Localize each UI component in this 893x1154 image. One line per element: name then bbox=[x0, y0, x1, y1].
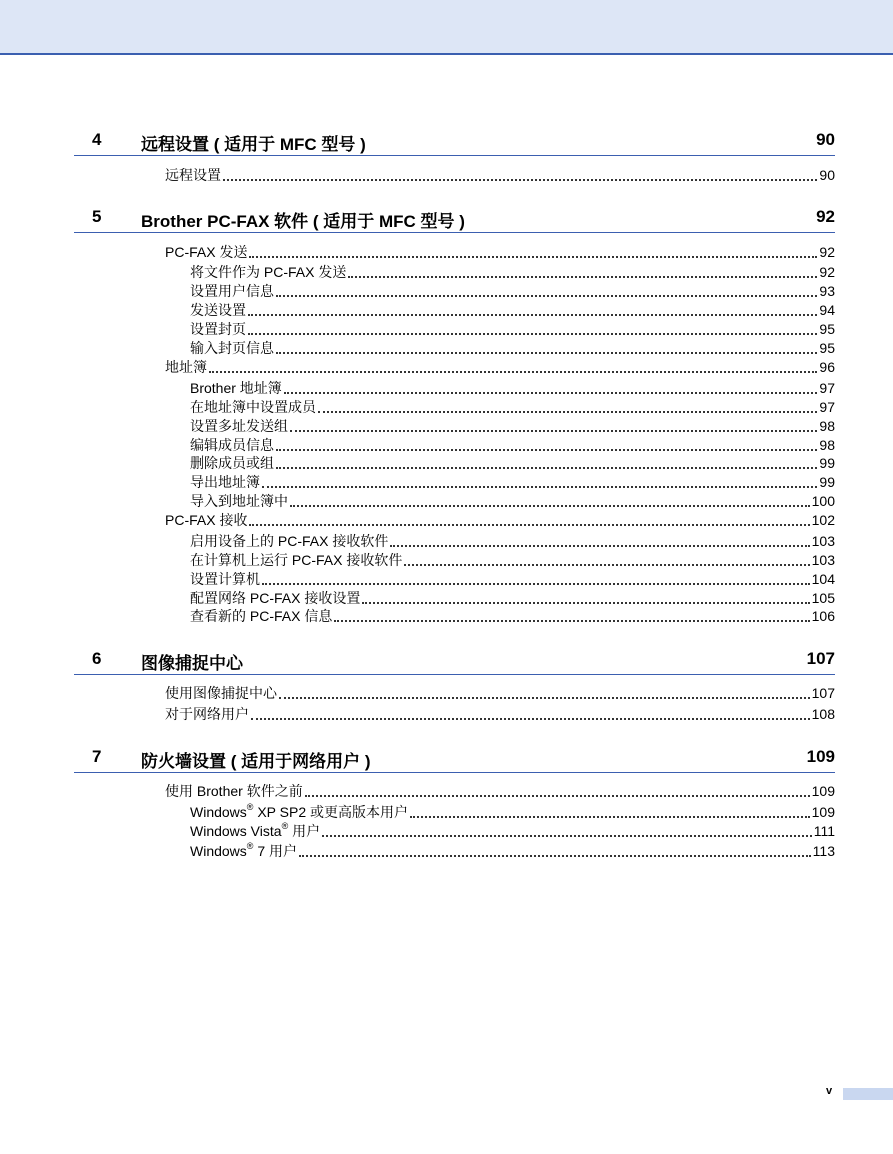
chapter-number: 4 bbox=[92, 130, 102, 149]
toc-entry-page: 93 bbox=[819, 283, 835, 299]
chapter-number: 7 bbox=[92, 747, 102, 766]
toc-entry[interactable] bbox=[190, 569, 835, 588]
corner-tab bbox=[843, 1088, 893, 1100]
toc-entry[interactable] bbox=[190, 472, 835, 491]
dot-leader bbox=[249, 524, 809, 526]
chapter-title: 防火墙设置 ( 适用于网络用户 ) bbox=[141, 752, 371, 771]
toc-entry-page: 108 bbox=[811, 706, 835, 722]
dot-leader bbox=[305, 795, 810, 797]
chapter-page: 109 bbox=[806, 747, 835, 766]
chapter-heading[interactable] bbox=[74, 648, 835, 675]
chapter-number: 6 bbox=[92, 649, 102, 668]
toc-entry-title: 配置网络 PC-FAX 接收设置 bbox=[190, 590, 361, 606]
toc-entry-title: 启用设备上的 PC-FAX 接收软件 bbox=[190, 533, 389, 549]
dot-leader bbox=[299, 855, 811, 857]
toc-entry-title: 对于网络用户 bbox=[165, 706, 249, 722]
toc-entry[interactable] bbox=[190, 378, 835, 397]
toc-entry-page: 92 bbox=[819, 264, 835, 280]
toc-entry[interactable] bbox=[190, 262, 835, 281]
toc-entry-title: 远程设置 bbox=[165, 167, 221, 183]
header-band bbox=[0, 0, 893, 55]
dot-leader bbox=[404, 564, 809, 566]
dot-leader bbox=[276, 449, 817, 451]
dot-leader bbox=[262, 486, 817, 488]
toc-entry-title: 使用图像捕捉中心 bbox=[165, 685, 277, 701]
toc-entry-page: 96 bbox=[819, 359, 835, 375]
dot-leader bbox=[318, 411, 817, 413]
toc-entry-title: 设置计算机 bbox=[190, 571, 260, 587]
toc-entry-page: 106 bbox=[811, 608, 835, 624]
dot-leader bbox=[279, 697, 810, 699]
dot-leader bbox=[322, 835, 812, 837]
dot-leader bbox=[276, 467, 817, 469]
toc-entry-title: 将文件作为 PC-FAX 发送 bbox=[190, 264, 347, 280]
toc-entry[interactable] bbox=[190, 802, 835, 821]
toc-entry[interactable] bbox=[190, 435, 835, 454]
dot-leader bbox=[248, 314, 817, 316]
toc-entry-title: 设置多址发送组 bbox=[190, 418, 288, 434]
dot-leader bbox=[276, 295, 817, 297]
toc-entry-title: 使用 Brother 软件之前 bbox=[165, 783, 303, 799]
toc-entry[interactable] bbox=[190, 281, 835, 300]
toc-entry[interactable] bbox=[165, 165, 835, 184]
page-number: v bbox=[826, 1085, 833, 1097]
toc-entry-title: Windows® XP SP2 或更高版本用户 bbox=[190, 802, 408, 820]
toc-entry-title: 导入到地址簿中 bbox=[190, 493, 288, 509]
toc-entry-title: 查看新的 PC-FAX 信息 bbox=[190, 608, 333, 624]
toc-entry-title: 在计算机上运行 PC-FAX 接收软件 bbox=[190, 552, 403, 568]
chapter-page: 92 bbox=[816, 207, 835, 226]
toc-entry-page: 104 bbox=[811, 571, 835, 587]
toc-entry-page: 107 bbox=[811, 685, 835, 701]
dot-leader bbox=[248, 333, 817, 335]
toc-entry[interactable] bbox=[190, 550, 835, 569]
toc-entry[interactable] bbox=[165, 357, 835, 376]
toc-entry-page: 105 bbox=[811, 590, 835, 606]
toc-entry-page: 103 bbox=[811, 533, 835, 549]
toc-entry[interactable] bbox=[165, 242, 835, 261]
toc-entry-page: 98 bbox=[819, 437, 835, 453]
dot-leader bbox=[362, 602, 809, 604]
toc-entry-title: 输入封页信息 bbox=[190, 340, 274, 356]
toc-entry[interactable] bbox=[165, 510, 835, 529]
toc-entry-page: 94 bbox=[819, 302, 835, 318]
chapter-number: 5 bbox=[92, 207, 102, 226]
toc-entry-title: 设置封页 bbox=[190, 321, 246, 337]
toc-entry[interactable] bbox=[190, 588, 835, 607]
toc-entry-page: 100 bbox=[811, 493, 835, 509]
chapter-title: Brother PC-FAX 软件 ( 适用于 MFC 型号 ) bbox=[141, 212, 465, 231]
toc-entry-page: 90 bbox=[819, 167, 835, 183]
toc-entry-title: 设置用户信息 bbox=[190, 283, 274, 299]
toc-entry-title: 删除成员或组 bbox=[190, 455, 274, 471]
toc-entry-title: Windows® 7 用户 bbox=[190, 841, 298, 859]
toc-entry-page: 95 bbox=[819, 321, 835, 337]
dot-leader bbox=[223, 179, 817, 181]
dot-leader bbox=[276, 352, 817, 354]
chapter-title: 图像捕捉中心 bbox=[141, 654, 243, 673]
dot-leader bbox=[209, 371, 817, 373]
toc-entry[interactable] bbox=[190, 821, 835, 840]
chapter-page: 90 bbox=[816, 130, 835, 149]
toc-entry-title: 编辑成员信息 bbox=[190, 437, 274, 453]
toc-entry-page: 109 bbox=[811, 804, 835, 820]
toc-entry-title: 地址簿 bbox=[165, 359, 207, 375]
chapter-title: 远程设置 ( 适用于 MFC 型号 ) bbox=[141, 135, 366, 154]
toc-entry-title: Windows Vista® 用户 bbox=[190, 821, 321, 839]
dot-leader bbox=[290, 505, 810, 507]
toc-entry-title: 发送设置 bbox=[190, 302, 246, 318]
toc-entry[interactable] bbox=[190, 606, 835, 625]
toc-entry[interactable] bbox=[165, 704, 835, 723]
toc-entry[interactable] bbox=[190, 453, 835, 472]
toc-entry-title: 导出地址簿 bbox=[190, 474, 260, 490]
toc-entry[interactable] bbox=[190, 416, 835, 435]
dot-leader bbox=[251, 718, 810, 720]
dot-leader bbox=[290, 430, 817, 432]
toc-entry-page: 111 bbox=[813, 823, 835, 839]
dot-leader bbox=[334, 620, 809, 622]
toc-entry-page: 103 bbox=[811, 552, 835, 568]
toc-entry-page: 95 bbox=[819, 340, 835, 356]
chapter-page: 107 bbox=[806, 649, 835, 668]
toc-entry[interactable] bbox=[190, 300, 835, 319]
toc-entry-page: 92 bbox=[819, 244, 835, 260]
toc-entry[interactable] bbox=[165, 781, 835, 800]
toc-entry[interactable] bbox=[190, 841, 835, 860]
dot-leader bbox=[284, 392, 818, 394]
toc-entry[interactable] bbox=[190, 397, 835, 416]
chapter-heading[interactable] bbox=[74, 129, 835, 156]
toc-entry-page: 109 bbox=[811, 783, 835, 799]
dot-leader bbox=[410, 816, 810, 818]
toc-entry-page: 98 bbox=[819, 418, 835, 434]
toc-entry[interactable] bbox=[190, 319, 835, 338]
toc-entry-page: 99 bbox=[819, 455, 835, 471]
chapter-heading[interactable] bbox=[74, 206, 835, 233]
toc-entry-title: 在地址簿中设置成员 bbox=[190, 399, 316, 415]
toc-entry-page: 113 bbox=[812, 843, 835, 859]
toc-entry[interactable] bbox=[190, 531, 835, 550]
dot-leader bbox=[348, 276, 817, 278]
toc-entry-page: 97 bbox=[819, 399, 835, 415]
toc-entry[interactable] bbox=[190, 491, 835, 510]
toc-entry-title: PC-FAX 发送 bbox=[165, 244, 248, 260]
toc-entry[interactable] bbox=[190, 338, 835, 357]
toc-entry-page: 99 bbox=[819, 474, 835, 490]
toc-entry-title: PC-FAX 接收 bbox=[165, 512, 248, 528]
toc-entry-title: Brother 地址簿 bbox=[190, 380, 282, 396]
toc-entry-page: 97 bbox=[819, 380, 835, 396]
dot-leader bbox=[390, 545, 809, 547]
toc-entry[interactable] bbox=[165, 683, 835, 702]
dot-leader bbox=[262, 583, 810, 585]
toc-entry-page: 102 bbox=[811, 512, 835, 528]
chapter-heading[interactable] bbox=[74, 746, 835, 773]
dot-leader bbox=[249, 256, 817, 258]
